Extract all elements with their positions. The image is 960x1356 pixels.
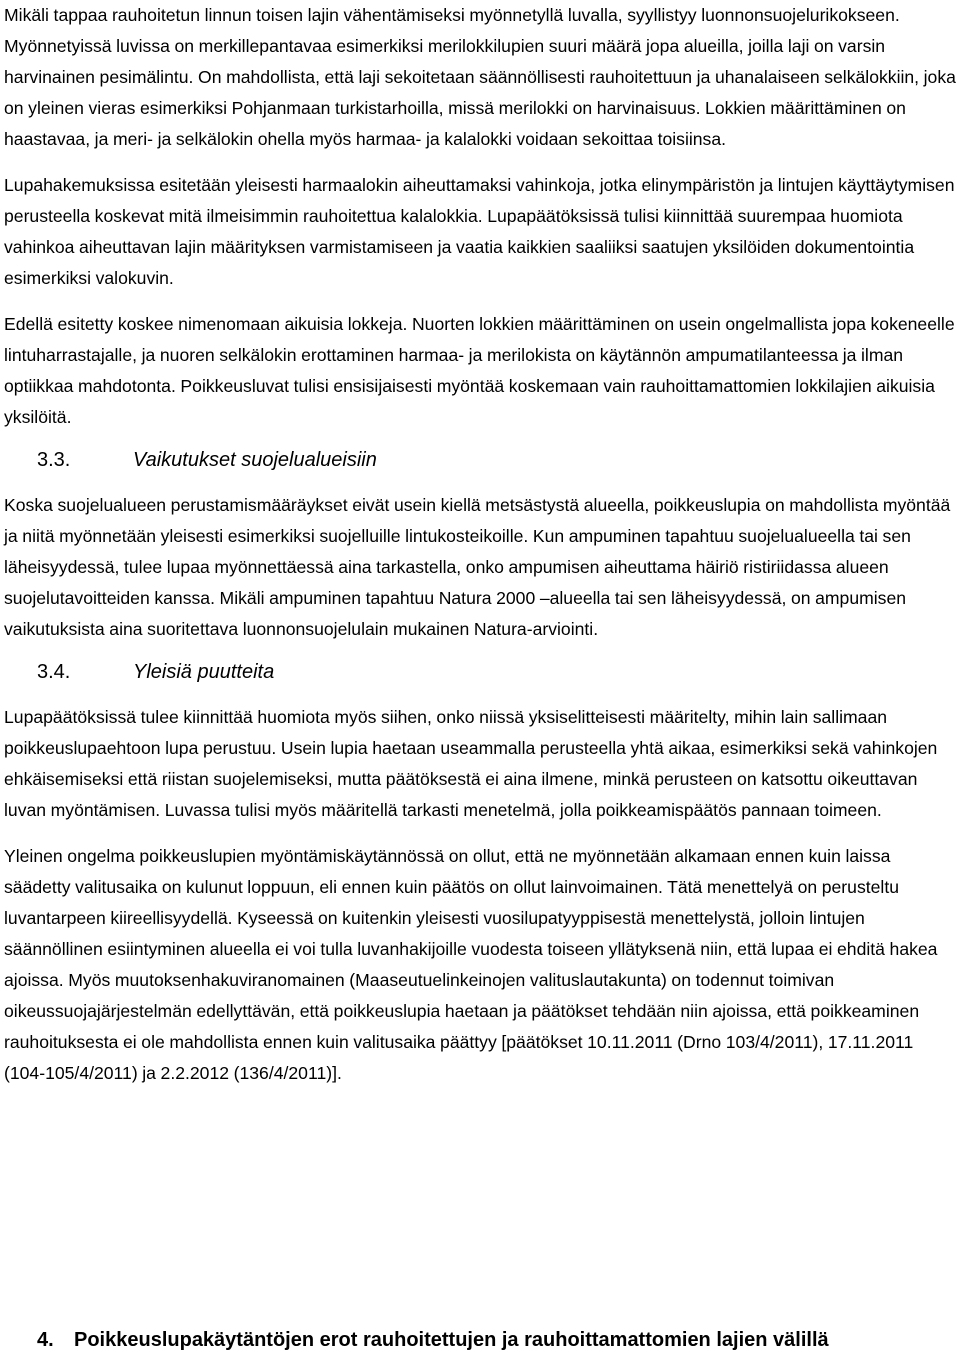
- paragraph-protected-areas: Koska suojelualueen perustamismääräykset eivät usein kiellä metsästystä alueella, poikkeuslupia on mahdollista myöntää ja niitä myönnetään yleisesti esimerkiksi suojelluille lintukosteikoille. Kun ampuminen tapahtuu suojelualueella tai sen läheisyydessä, tulee lupaa myönnettäessä aina tarkastella, onko ampumisen aiheuttama häiriö ristiriidassa alueen suojelutavoitteiden kanssa. Mikäli ampuminen tapahtuu Natura 2000 –alueella tai sen läheisyydessä, on ampumisen vaikutuksista aina suoritettava luonnonsuojelulain mukainen Natura-arviointi.: [4, 495, 951, 639]
- chapter-number: 4.: [37, 1329, 54, 1351]
- chapter-heading-4: [37, 1325, 829, 1356]
- chapter-title: Poikkeuslupakäytäntöjen erot rauhoitettujen ja rauhoittamattomien lajien välillä: [74, 1329, 829, 1351]
- paragraph-damage-claims: Lupahakemuksissa esitetään yleisesti harmaalokin aiheuttamaksi vahinkoja, jotka elinympäristön ja lintujen käyttäytymisen perusteella koskevat mitä ilmeisimmin rauhoitettua kalalokkia. Lupapäätöksissä tulisi kiinnittää suurempaa huomiota vahinkoa aiheuttavan lajin määrityksen varmistamiseen ja vaatia kaikkien saaliiksi saatujen yksilöiden dokumentointia esimerkiksi valokuvin.: [4, 175, 955, 288]
- paragraph-appeal-period: Yleinen ongelma poikkeuslupien myöntämiskäytännössä on ollut, että ne myönnetään alkamaan ennen kuin laissa säädetty valitusaika on kulunut loppuun, eli ennen kuin päätös on ollut lainvoimainen. Tätä menettelyä on perusteltu luvantarpeen kiireellisyydellä. Kyseessä on kuitenkin yleisesti vuosilupatyyppisestä menettelystä, jolloin lintujen säännöllinen esiintyminen alueella ei voi tulla luvanhakijoille vuodesta toiseen yllätyksenä niin, että lupaa ei ehditä hakea ajoissa. Myös muutoksenhakuviranomainen (Maaseutuelinkeinojen valituslautakunta) on todennut toimivan oikeussuojajärjestelmän edellyttävän, että poikkeuslupia haetaan ja päätökset tehdään niin ajoissa, että poikkeaminen rauhoituksesta ei ole mahdollista ennen kuin valitusaika päättyy [päätökset 10.11.2011 (Drno 103/4/2011), 17.11.2011 (104-105/4/2011) ja 2.2.2012 (136/4/2011)].: [4, 846, 938, 1083]
- section-heading-3-3: [4, 445, 956, 476]
- document-page: [4, 0, 956, 1089]
- section-heading-3-4: [4, 657, 956, 688]
- section-title: Vaikutukset suojelualueisiin: [133, 449, 377, 471]
- paragraph-gull-identification: Mikäli tappaa rauhoitetun linnun toisen lajin vähentämiseksi myönnetyllä luvalla, syyllistyy luonnonsuojelurikokseen. Myönnetyissä luvissa on merkillepantavaa esimerkiksi merilokkilupien suuri määrä jopa alueilla, joilla laji on varsin harvinainen pesimälintu. On mahdollista, että laji sekoitetaan säännöllisesti rauhoitettuun ja uhanalaiseen selkälokkiin, joka on yleinen vieras esimerkiksi Pohjanmaan turkistarhoilla, missä merilokki on harvinaisuus. Lokkien määrittäminen on haastavaa, ja meri- ja selkälokin ohella myös harmaa- ja kalalokki voidaan sekoittaa toisiinsa.: [4, 5, 956, 149]
- section-title: Yleisiä puutteita: [133, 661, 275, 683]
- paragraph-permit-grounds: Lupapäätöksissä tulee kiinnittää huomiota myös siihen, onko niissä yksiselitteisesti määritelty, mihin lain sallimaan poikkeuslupaehtoon lupa perustuu. Usein lupia haetaan useammalla perusteella yhtä aikaa, esimerkiksi sekä vahinkojen ehkäisemiseksi että riistan suojelemiseksi, mutta päätöksestä ei aina ilmene, minkä perusteen on katsottu oikeuttavan luvan myöntämisen. Luvassa tulisi myös määritellä tarkasti menetelmä, jolla poikkeamispäätös pannaan toimeen.: [4, 707, 938, 820]
- section-number: 3.3.: [37, 449, 71, 471]
- section-number: 3.4.: [37, 661, 71, 683]
- paragraph-young-gulls: Edellä esitetty koskee nimenomaan aikuisia lokkeja. Nuorten lokkien määrittäminen on usein ongelmallista jopa kokeneelle lintuharrastajalle, ja nuoren selkälokin erottaminen harmaa- ja merilokista on käytännön ampumatilanteessa ja ilman optiikkaa mahdotonta. Poikkeusluvat tulisi ensisijaisesti myöntää koskemaan vain rauhoittamattomien lokkilajien aikuisia yksilöitä.: [4, 314, 955, 427]
